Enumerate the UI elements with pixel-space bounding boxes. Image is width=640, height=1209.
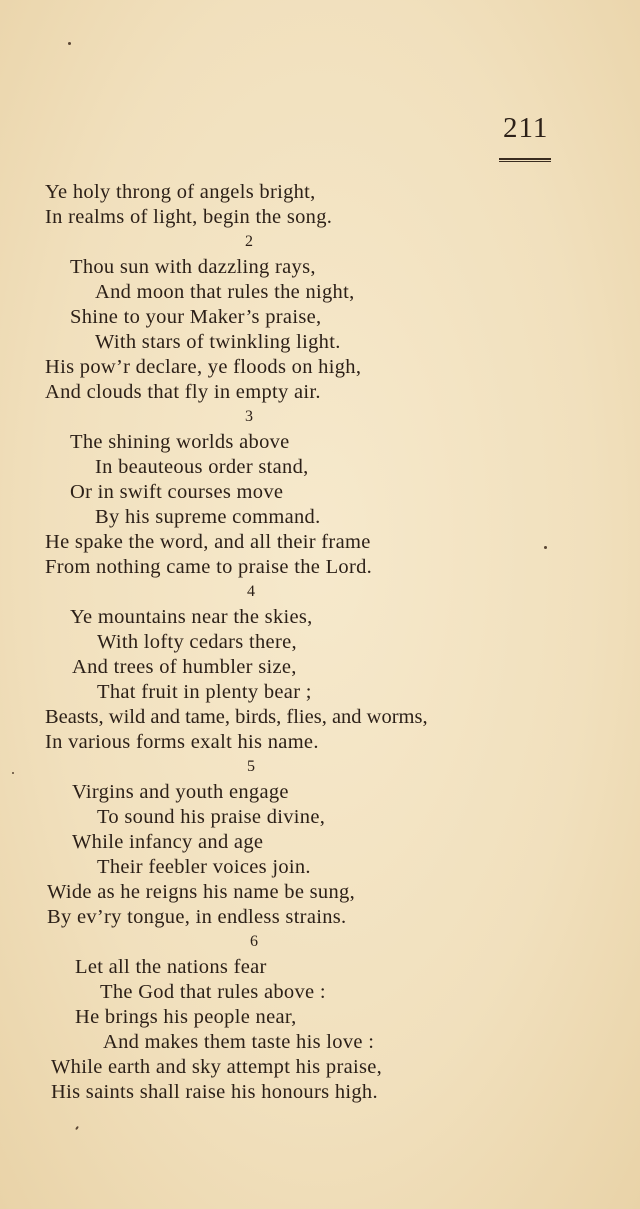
verse-line: And trees of humbler size, (72, 656, 297, 678)
verse-line: Virgins and youth engage (72, 781, 289, 803)
verse-line: By ev’ry tongue, in endless strains. (47, 906, 347, 928)
verse-line: With lofty cedars there, (97, 631, 297, 653)
paper-speck (12, 772, 14, 774)
verse-line: Ye holy throng of angels bright, (45, 181, 316, 203)
verse-line: With stars of twinkling light. (95, 331, 341, 353)
verse-line: From nothing came to praise the Lord. (45, 556, 373, 578)
verse-line: Wide as he reigns his name be sung, (47, 881, 355, 903)
verse-line: In realms of light, begin the song. (45, 206, 333, 228)
verse-line: Or in swift courses move (70, 481, 284, 503)
verse-line: He spake the word, and all their frame (45, 531, 371, 553)
verse-line: Let all the nations fear (75, 956, 267, 978)
verse-line: While earth and sky attempt his praise, (51, 1056, 383, 1078)
verse-line: While infancy and age (72, 831, 264, 853)
verse-line: He brings his people near, (75, 1006, 297, 1028)
verse-line: By his supreme command. (95, 506, 321, 528)
verse-line: Their feebler voices join. (97, 856, 311, 878)
stanza-number: 4 (247, 583, 256, 600)
verse-line: In various forms exalt his name. (45, 731, 319, 753)
verse-line: Beasts, wild and tame, birds, flies, and worms, (45, 706, 428, 728)
stanza-number: 5 (247, 758, 256, 775)
paper-speck (68, 42, 71, 45)
stanza-number: 3 (245, 408, 254, 425)
verse-line: In beauteous order stand, (95, 456, 309, 478)
paper-speck (544, 546, 547, 549)
stanza-number: 2 (245, 233, 254, 250)
verse-line: And clouds that fly in empty air. (45, 381, 321, 403)
verse-line: To sound his praise divine, (97, 806, 326, 828)
verse-line: His saints shall raise his honours high. (51, 1081, 378, 1103)
verse-line: Ye mountains near the skies, (70, 606, 313, 628)
verse-line: His pow’r declare, ye floods on high, (45, 356, 362, 378)
verse-line: Shine to your Maker’s praise, (70, 306, 322, 328)
verse-line: The shining worlds above (70, 431, 290, 453)
verse-line: Thou sun with dazzling rays, (70, 256, 316, 278)
stanza-number: 6 (250, 933, 259, 950)
verse-line: And moon that rules the night, (95, 281, 355, 303)
header-rule (499, 158, 551, 162)
verse-line: And makes them taste his love : (103, 1031, 375, 1053)
verse-line: The God that rules above : (100, 981, 326, 1003)
paper-speck (75, 1126, 79, 1130)
verse-line: That fruit in plenty bear ; (97, 681, 312, 703)
page-number: 211 (503, 112, 549, 144)
